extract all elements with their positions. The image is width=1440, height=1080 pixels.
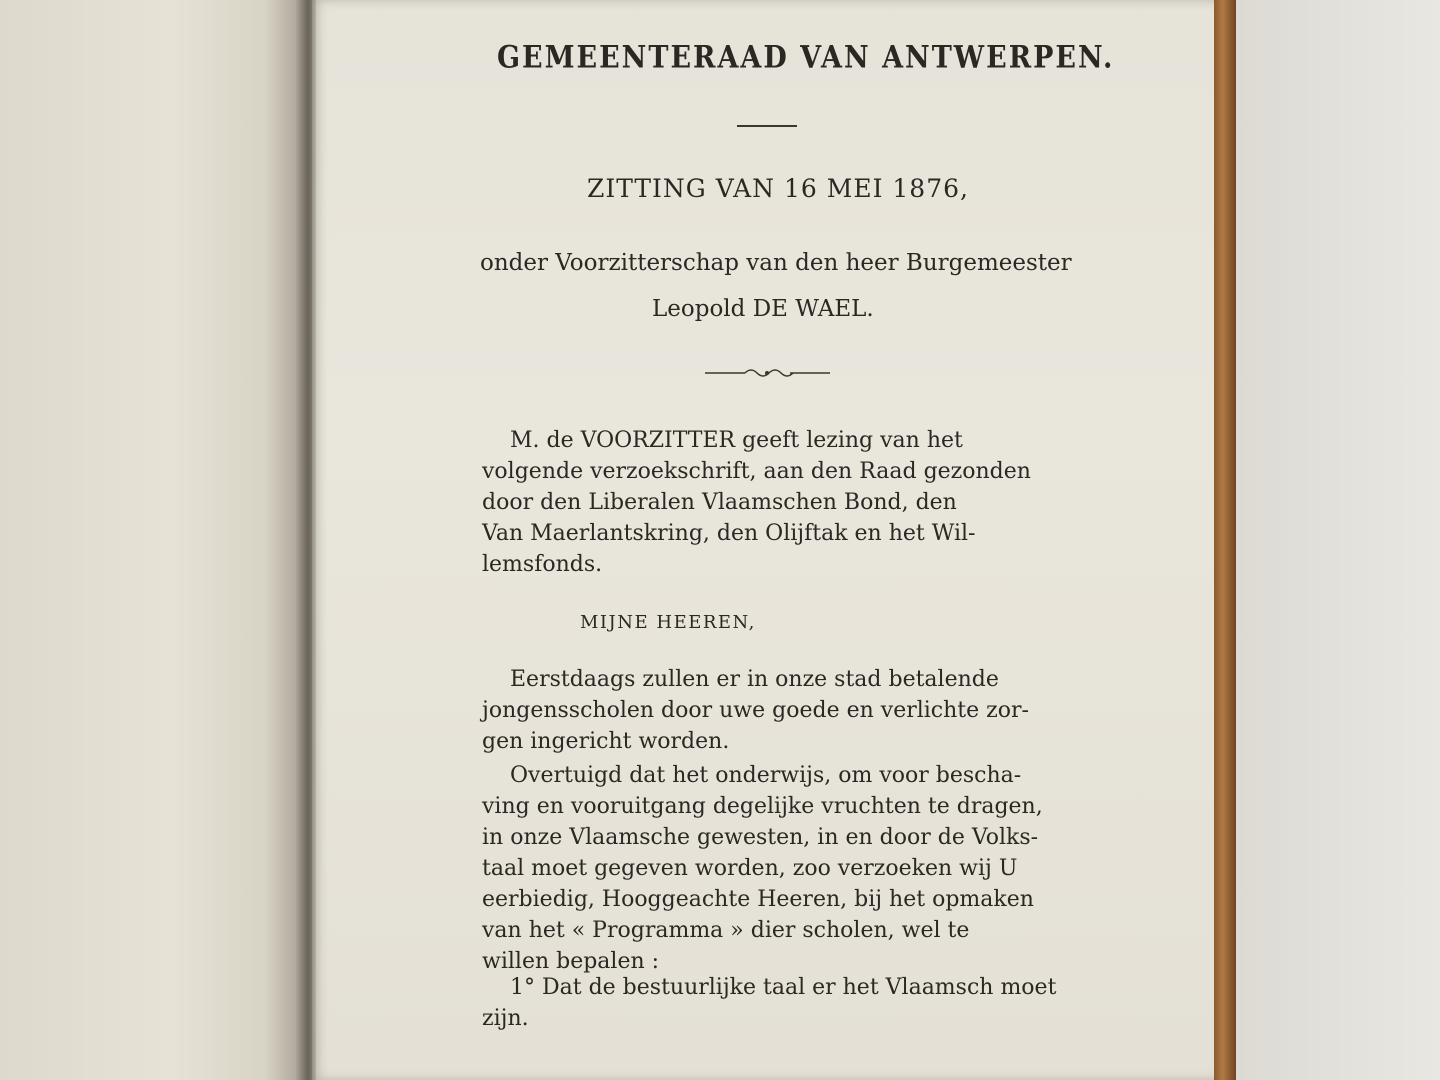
text-line: lemsfonds.: [482, 552, 603, 577]
text-line: jongensscholen door uwe goede en verlichte zor-: [482, 698, 1029, 723]
text-line: Eerstdaags zullen er in onze stad betalende: [510, 667, 999, 692]
text-line: taal moet gegeven worden, zoo verzoeken wij U: [482, 856, 1018, 881]
book-cover-edge: [1214, 0, 1236, 1080]
text-line: van het « Programma » dier scholen, wel te: [482, 918, 970, 943]
salutation: MIJNE HEEREN,: [580, 612, 756, 633]
text-line: eerbiedig, Hooggeachte Heeren, bij het opmaken: [482, 887, 1034, 912]
paragraph-schools: [482, 664, 1042, 757]
text-line: Overtuigd dat het onderwijs, om voor bescha-: [510, 763, 1022, 788]
paragraph-petition-intro: [482, 425, 1042, 580]
session-heading: ZITTING VAN 16 MEI 1876,: [587, 174, 969, 203]
table-background: [1236, 0, 1440, 1080]
paragraph-request: [482, 760, 1042, 977]
text-line: willen bepalen :: [482, 949, 660, 974]
title-divider: [737, 125, 797, 127]
text-line: zijn.: [482, 1006, 529, 1031]
text-line: M. de VOORZITTER geeft lezing van het: [510, 428, 963, 453]
text-line: ving en vooruitgang degelijke vruchten te dragen,: [482, 794, 1043, 819]
text-line: volgende verzoekschrift, aan den Raad gezonden: [482, 459, 1031, 484]
chair-line-2: Leopold DE WAEL.: [652, 296, 874, 322]
text-line: gen ingericht worden.: [482, 729, 730, 754]
text-line: door den Liberalen Vlaamschen Bond, den: [482, 490, 957, 515]
text-line: in onze Vlaamsche gewesten, in en door de Volks-: [482, 825, 1039, 850]
ornament-divider-icon: [705, 365, 830, 381]
text-line: 1° Dat de bestuurlijke taal er het Vlaamsch moet: [510, 975, 1057, 1000]
chair-line-1: onder Voorzitterschap van den heer Burgemeester: [480, 250, 1072, 276]
page-title: GEMEENTERAAD VAN ANTWERPEN.: [497, 39, 1115, 76]
book-gutter: [296, 0, 316, 1080]
left-blank-page: [0, 0, 312, 1080]
paragraph-point-one: [482, 972, 1057, 1034]
text-line: Van Maerlantskring, den Olijftak en het Wil-: [482, 521, 976, 546]
